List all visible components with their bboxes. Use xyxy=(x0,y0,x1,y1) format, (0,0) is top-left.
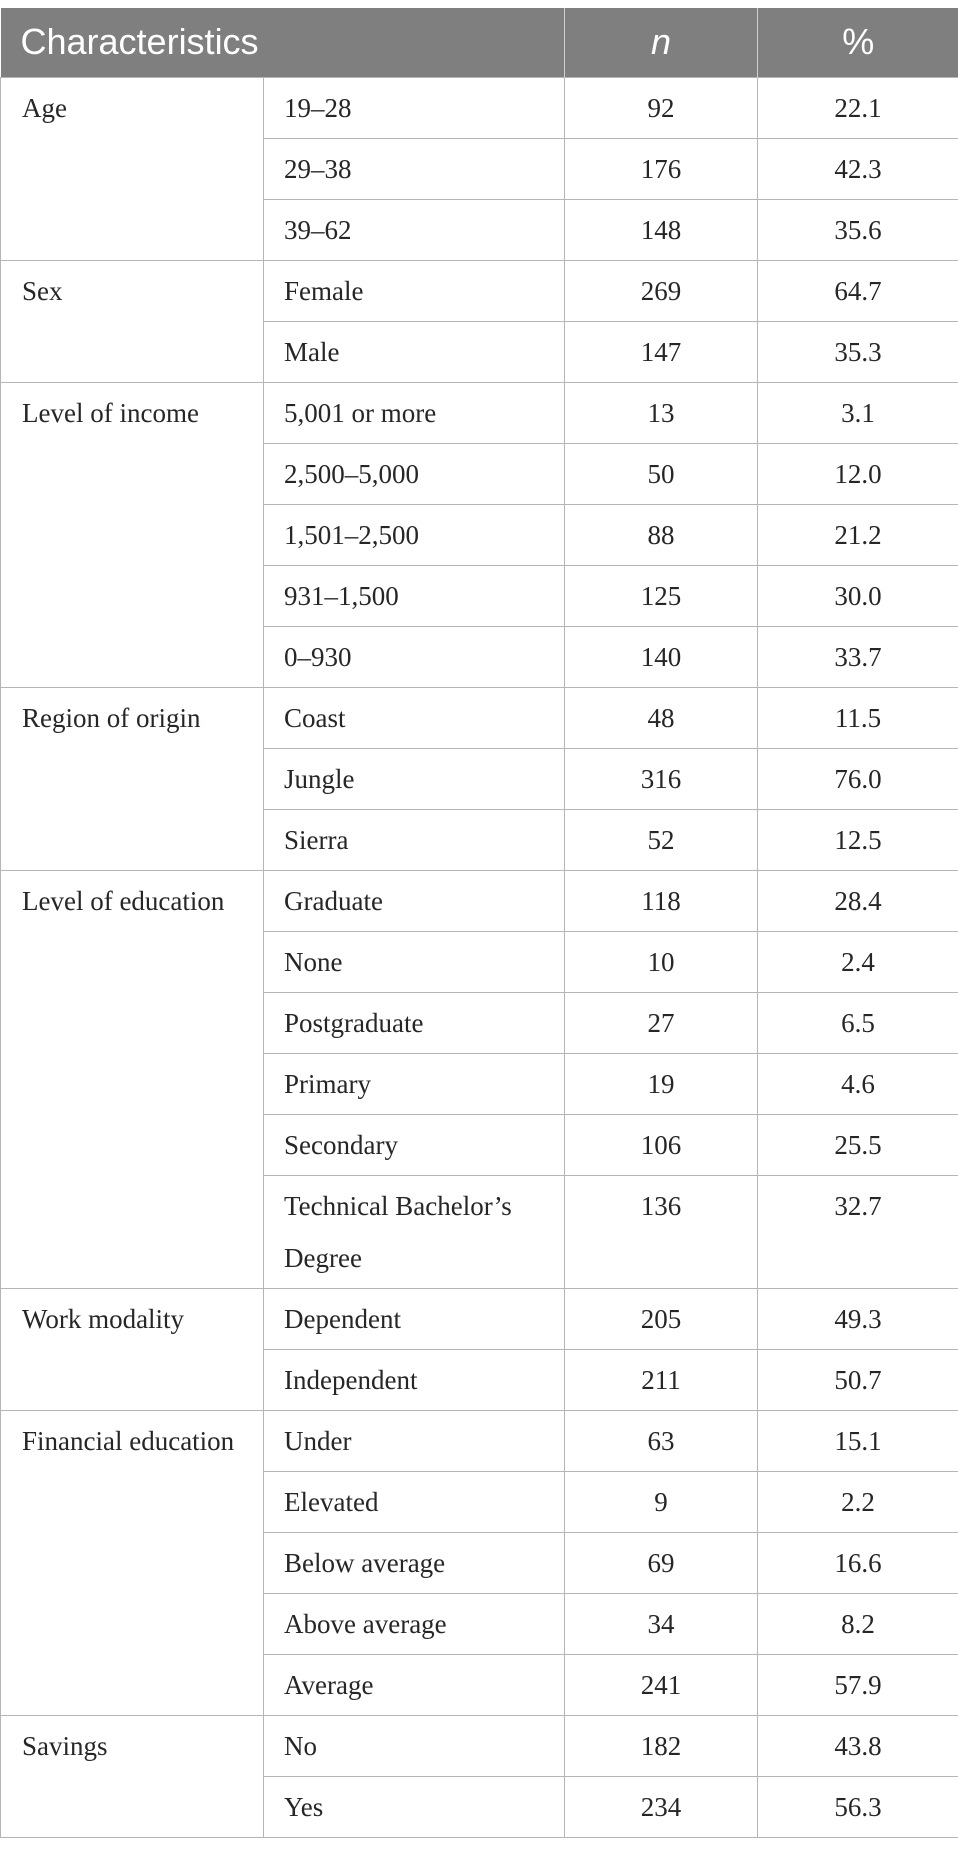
percent-cell: 30.0 xyxy=(758,565,958,626)
table-row xyxy=(1,687,958,748)
percent-cell: 33.7 xyxy=(758,626,958,687)
count-cell: 176 xyxy=(565,138,758,199)
subcategory-cell: Coast xyxy=(264,687,565,748)
table-body xyxy=(1,77,958,1837)
table-header xyxy=(1,8,958,77)
subcategory-cell: Above average xyxy=(264,1593,565,1654)
count-cell: 241 xyxy=(565,1654,758,1715)
subcategory-cell: Below average xyxy=(264,1532,565,1593)
percent-cell: 22.1 xyxy=(758,77,958,138)
count-cell: 52 xyxy=(565,809,758,870)
subcategory-cell: 5,001 or more xyxy=(264,382,565,443)
percent-cell: 6.5 xyxy=(758,992,958,1053)
count-cell: 148 xyxy=(565,199,758,260)
percent-cell: 64.7 xyxy=(758,260,958,321)
subcategory-cell: Average xyxy=(264,1654,565,1715)
subcategory-cell: None xyxy=(264,931,565,992)
table-row xyxy=(1,1288,958,1349)
count-cell: 27 xyxy=(565,992,758,1053)
table-row xyxy=(1,1715,958,1776)
count-cell: 205 xyxy=(565,1288,758,1349)
subcategory-cell: 2,500–5,000 xyxy=(264,443,565,504)
subcategory-cell: 1,501–2,500 xyxy=(264,504,565,565)
count-cell: 211 xyxy=(565,1349,758,1410)
subcategory-cell: 19–28 xyxy=(264,77,565,138)
table-row xyxy=(1,870,958,931)
group-label-cell: Financial education xyxy=(1,1410,264,1715)
percent-cell: 3.1 xyxy=(758,382,958,443)
group-label-cell: Work modality xyxy=(1,1288,264,1410)
count-cell: 48 xyxy=(565,687,758,748)
count-cell: 9 xyxy=(565,1471,758,1532)
percent-cell: 2.2 xyxy=(758,1471,958,1532)
percent-cell: 32.7 xyxy=(758,1175,958,1288)
header-n: n xyxy=(565,8,758,77)
subcategory-cell: Male xyxy=(264,321,565,382)
count-cell: 147 xyxy=(565,321,758,382)
subcategory-cell: 29–38 xyxy=(264,138,565,199)
characteristics-table xyxy=(0,8,958,1838)
subcategory-cell: 931–1,500 xyxy=(264,565,565,626)
percent-cell: 11.5 xyxy=(758,687,958,748)
count-cell: 88 xyxy=(565,504,758,565)
group-label-cell: Region of origin xyxy=(1,687,264,870)
percent-cell: 57.9 xyxy=(758,1654,958,1715)
percent-cell: 4.6 xyxy=(758,1053,958,1114)
count-cell: 140 xyxy=(565,626,758,687)
percent-cell: 76.0 xyxy=(758,748,958,809)
count-cell: 63 xyxy=(565,1410,758,1471)
subcategory-cell: 0–930 xyxy=(264,626,565,687)
count-cell: 269 xyxy=(565,260,758,321)
count-cell: 182 xyxy=(565,1715,758,1776)
percent-cell: 50.7 xyxy=(758,1349,958,1410)
percent-cell: 12.5 xyxy=(758,809,958,870)
count-cell: 234 xyxy=(565,1776,758,1837)
percent-cell: 2.4 xyxy=(758,931,958,992)
percent-cell: 28.4 xyxy=(758,870,958,931)
percent-cell: 8.2 xyxy=(758,1593,958,1654)
table-row xyxy=(1,77,958,138)
header-row xyxy=(1,8,958,77)
count-cell: 136 xyxy=(565,1175,758,1288)
subcategory-cell: Under xyxy=(264,1410,565,1471)
count-cell: 92 xyxy=(565,77,758,138)
characteristics-table-container xyxy=(0,8,958,1838)
percent-cell: 12.0 xyxy=(758,443,958,504)
count-cell: 69 xyxy=(565,1532,758,1593)
table-row xyxy=(1,382,958,443)
percent-cell: 15.1 xyxy=(758,1410,958,1471)
subcategory-cell: Postgraduate xyxy=(264,992,565,1053)
subcategory-cell: Sierra xyxy=(264,809,565,870)
percent-cell: 35.3 xyxy=(758,321,958,382)
subcategory-cell: Primary xyxy=(264,1053,565,1114)
count-cell: 50 xyxy=(565,443,758,504)
percent-cell: 42.3 xyxy=(758,138,958,199)
table-row xyxy=(1,1410,958,1471)
group-label-cell: Savings xyxy=(1,1715,264,1837)
group-label-cell: Age xyxy=(1,77,264,260)
count-cell: 34 xyxy=(565,1593,758,1654)
count-cell: 106 xyxy=(565,1114,758,1175)
table-row xyxy=(1,260,958,321)
subcategory-cell: No xyxy=(264,1715,565,1776)
subcategory-cell: Graduate xyxy=(264,870,565,931)
count-cell: 125 xyxy=(565,565,758,626)
group-label-cell: Sex xyxy=(1,260,264,382)
subcategory-cell: Technical Bachelor’s Degree xyxy=(264,1175,565,1288)
header-percent: % xyxy=(758,8,958,77)
group-label-cell: Level of education xyxy=(1,870,264,1288)
count-cell: 10 xyxy=(565,931,758,992)
subcategory-cell: Jungle xyxy=(264,748,565,809)
count-cell: 19 xyxy=(565,1053,758,1114)
subcategory-cell: Yes xyxy=(264,1776,565,1837)
subcategory-cell: Elevated xyxy=(264,1471,565,1532)
percent-cell: 43.8 xyxy=(758,1715,958,1776)
subcategory-cell: Female xyxy=(264,260,565,321)
subcategory-cell: Independent xyxy=(264,1349,565,1410)
group-label-cell: Level of income xyxy=(1,382,264,687)
subcategory-cell: 39–62 xyxy=(264,199,565,260)
count-cell: 13 xyxy=(565,382,758,443)
header-characteristics: Characteristics xyxy=(1,8,565,77)
percent-cell: 25.5 xyxy=(758,1114,958,1175)
percent-cell: 49.3 xyxy=(758,1288,958,1349)
percent-cell: 21.2 xyxy=(758,504,958,565)
percent-cell: 35.6 xyxy=(758,199,958,260)
count-cell: 118 xyxy=(565,870,758,931)
subcategory-cell: Dependent xyxy=(264,1288,565,1349)
percent-cell: 56.3 xyxy=(758,1776,958,1837)
subcategory-cell: Secondary xyxy=(264,1114,565,1175)
count-cell: 316 xyxy=(565,748,758,809)
percent-cell: 16.6 xyxy=(758,1532,958,1593)
